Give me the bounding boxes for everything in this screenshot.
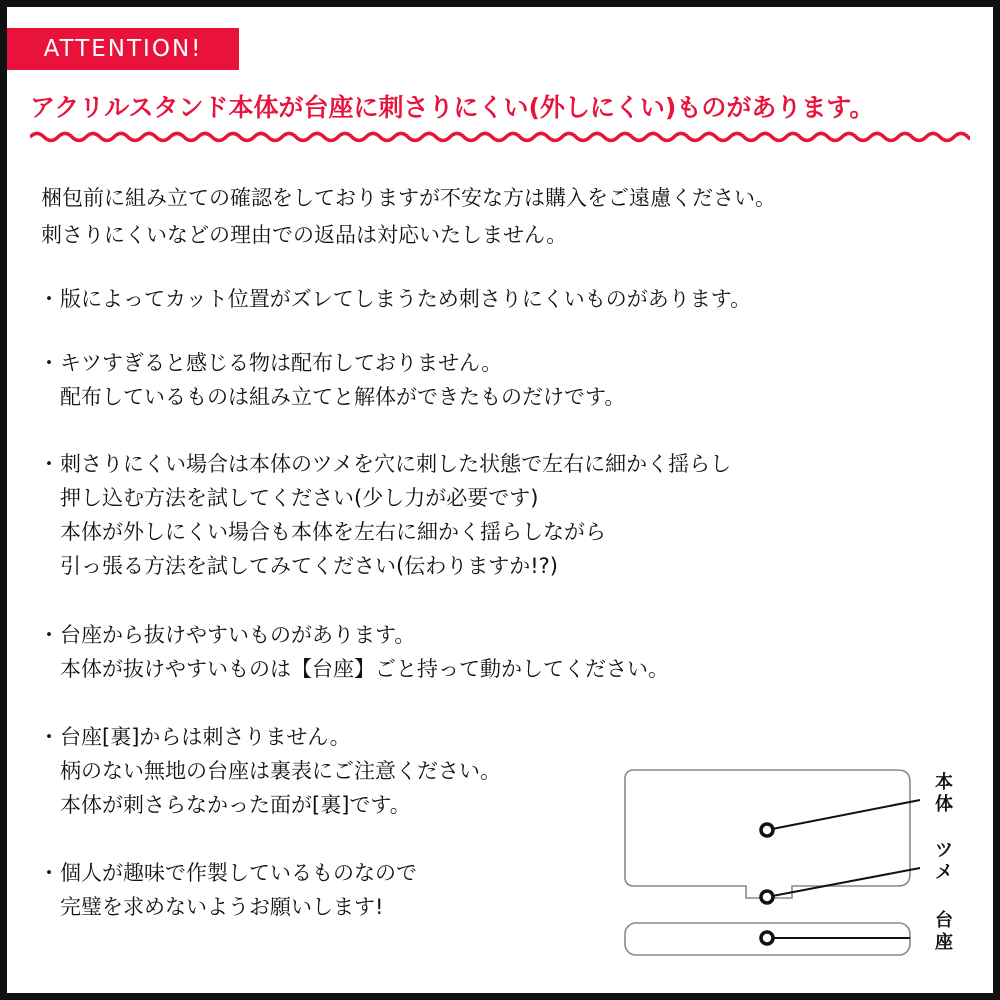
- bullet-text: 柄のない無地の台座は裏表にご注意ください。: [60, 759, 501, 783]
- intro-line-2: 刺さりにくいなどの理由での返品は対応いたしません。: [41, 223, 568, 247]
- bullet-text: 完璧を求めないようお願いします!: [60, 895, 384, 919]
- headline: アクリルスタンド本体が台座に刺さりにくい(外しにくい)ものがあります。: [30, 93, 875, 122]
- bullet-item-3: [38, 447, 758, 583]
- body-marker: [761, 824, 773, 836]
- bullet-text: 台座[裏]からは刺さりません。: [60, 725, 351, 749]
- bullet-dot: ・: [38, 861, 60, 885]
- stand-diagram: [620, 760, 960, 990]
- wavy-underline: [30, 128, 970, 146]
- bullet-dot: ・: [38, 725, 60, 749]
- bullet-text: 本体が抜けやすいものは【台座】ごと持って動かしてください。: [60, 657, 669, 681]
- bullet-item-4: [38, 618, 758, 686]
- bullet-text: 本体が刺さらなかった面が[裏]です。: [60, 793, 411, 817]
- bullet-text: 刺さりにくい場合は本体のツメを穴に刺した状態で左右に細かく揺らし: [60, 452, 732, 476]
- bullet-text: 版によってカット位置がズレてしまうため刺さりにくいものがあります。: [60, 287, 752, 311]
- bullet-dot: ・: [38, 623, 60, 647]
- base-marker: [761, 932, 773, 944]
- bullet-text: 配布しているものは組み立てと解体ができたものだけです。: [60, 385, 626, 409]
- bullet-text: 台座から抜けやすいものがあります。: [60, 623, 416, 647]
- bullet-text: 本体が外しにくい場合も本体を左右に細かく揺らしながら: [60, 520, 606, 544]
- attention-badge: ATTENTION!: [7, 28, 239, 70]
- bullet-dot: ・: [38, 287, 60, 311]
- intro-line-1: 梱包前に組み立ての確認をしておりますが不安な方は購入をご遠慮ください。: [41, 186, 776, 210]
- label-body: 本体: [935, 772, 953, 815]
- bullet-text: 引っ張る方法を試してみてください(伝わりますか!?): [60, 554, 558, 578]
- bullet-text: 押し込む方法を試してください(少し力が必要です): [60, 486, 539, 510]
- bullet-text: 個人が趣味で作製しているものなので: [60, 861, 417, 885]
- bullet-text: キツすぎると感じる物は配布しておりません。: [60, 351, 503, 375]
- bullet-item-2: [38, 346, 758, 414]
- bullet-item-1: [38, 282, 758, 316]
- bullet-dot: ・: [38, 351, 60, 375]
- stand-diagram-drawing: [620, 760, 960, 990]
- tab-marker: [761, 891, 773, 903]
- label-tab: ツメ: [935, 840, 953, 883]
- bullet-dot: ・: [38, 452, 60, 476]
- label-base: 台座: [935, 910, 953, 953]
- intro-paragraph: [41, 180, 961, 254]
